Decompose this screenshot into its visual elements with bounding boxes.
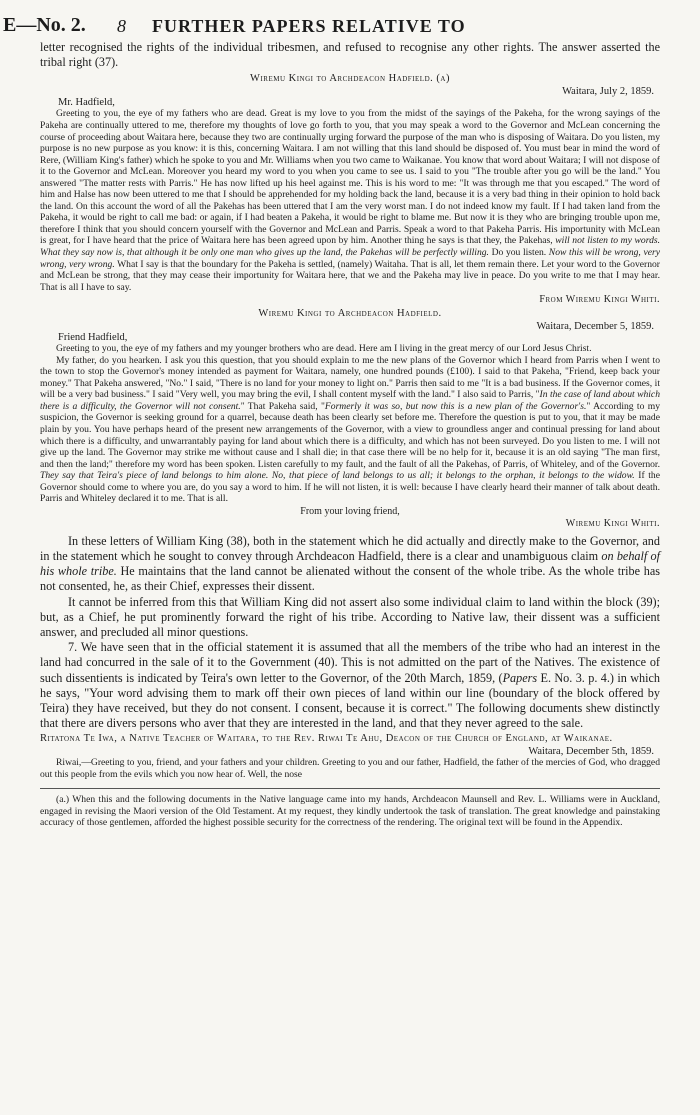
letter-dateline: Waitara, July 2, 1859. — [562, 86, 654, 98]
letter-signature: Wiremu Kingi Whiti. — [565, 517, 660, 529]
letter-heading: Wiremu Kingi to Archdeacon Hadfield. (a) — [250, 73, 450, 85]
running-title: FURTHER PAPERS RELATIVE TO — [152, 16, 466, 36]
commentary-paragraph: It cannot be inferred from this that William King did not assert also some individual claim to land within the block (39); but, as a Chief, he put prominently forward the right of his tribe. According to Native law, their dissent was a sufficient answer, and precluded all minor questions. — [40, 594, 660, 640]
intro-paragraph: letter recognised the rights of the individual tribesmen, and refused to recognise any other rights. The answer asserted the tribal right (37). — [40, 40, 660, 70]
letter-body: My father, do you hearken. I ask you this question, that you should explain to me the new plans of the Governor which I heard from Parris when I went to the town to stop the Governor's money intended as payment for Waitara, namely, one hundred pounds (£100). I said to that Pakeha, "Friend, keep back your money." That Pakeha answered, "No." I said, "There is no land for your money to light on." Parris then said to me "It is a bad business. If the Governor comes, it will be a very bad business." I said "Very well, you may bring the evil, I shall content myself with the land." I also said to Parris, "In the case of land about which there is a difficulty, the Governor will not consent." That Pakeha said, "Formerly it was so, but now this is a new plan of the Governor's." According to my suspicion, the Governor is seeking ground for a quarrel, because death has been clearly set before me. Therefore the question is put to you, that it may be made plain by you. You have perhaps heard of the present new arrangements of the Governor, with a view to groundless anger and continual pressing for land about which there is a difficulty, and unwarrantably paying for land about which there is a difficulty, and which has not been surveyed. Do you listen to me. I will not give up the land. The Governor may strike me without cause and I shall die; in that case there will be no help for it, because it is an old saying "The man first, and then the land;" therefore my word has been spoken. Listen carefully to my fault, and the fault of all the Pakehas, of Parris, of Whiteley, and of the Governor. They say that Teira's piece of land belongs to him alone. No, that piece of land belongs to us all; it belongs to the orphan, it belongs to the widow. If the Governor should come to where you are, do you say a word to him. If he will not listen, it is well: because I have clearly heard their manner of talk about death. Parris and Whiteley declared it to me. That is all. — [40, 354, 661, 505]
letter-heading: Wiremu Kingi to Archdeacon Hadfield. — [258, 308, 442, 320]
section-7-paragraph: 7. We have seen that in the official statement it is assumed that all the members of the tribe who had an interest in the land had concurred in the sale of it to the Government (40). This is not admitted on the part of the Natives. The existence of such dissentients is indicated by Teira's own letter to the Governor, of the 20th March, 1859, (Papers E. No. 3. p. 4.) in which he says, "Your word advising them to mark off their own pieces of land within our line (boundary of the block offered by Teira) they have received, but they do not consent. I consent, because it is correct." The following documents shew distinctly that there are divers persons who aver that they are interested in the land, and that they never agreed to the sale. — [40, 640, 660, 731]
letter-signature: From Wiremu Kingi Whiti. — [539, 294, 660, 306]
letter-dateline: Waitara, December 5th, 1859. — [528, 745, 654, 757]
letter-heading: Ritatona Te Iwa, a Native Teacher of Waitara, to the Rev. Riwai Te Ahu, Deacon of the Church of England, at Waikanae. — [40, 733, 613, 745]
page-number: 8 — [117, 16, 126, 36]
footnote-divider — [40, 788, 660, 789]
letter-ritatona — [40, 733, 660, 780]
footnote: (a.) When this and the following documents in the Native language came into my hands, Archdeacon Maunsell and Rev. L. Williams were in Auckland, engaged in revising the Maori version of the Old Testament. At my request, they kindly undertook the task of translation. The great knowledge and painstaking accuracy of those gentlemen, afforded the highest possible security for the correctness of the rendering. The original text will be found in the Appendix. — [40, 794, 660, 829]
letter-kingi-july — [40, 73, 660, 305]
letter-body: Greeting to you, the eye of my fathers who are dead. Great is my love to you from the midst of the sayings of the Pakeha, for the wrong sayings of the Pakeha are continually uttered to me, therefore my thoughts of love go forth to you, that you may speak a word to the Governor and McLean concerning the course of proceeding about Waitara here, because they two are continually urging forward the purpose of the man who is disposing of Waitara. Do you listen, my purpose is no new purpose as you know: it is this, concerning Waitara. I am not willing that this land should be disposed of. You must bear in mind the word of Rere, (William King's father) which he spoke to you and Mr. Williams when you two came to Waikanae. You know that word about Waitara; I will not dispose of it to the Governor and McLean. Moreover you heard my word to you when you came to see us. I said to you "The trouble after you go will be the land." You answered "The matter rests with Parris." He has now lifted up his heel against me. This is his word to me: "It was through me that you escaped." The word of him and Halse has now been uttered to me that I should be apprehended for my holding back the land, because it is a very bad thing in their opinion to hold back the land. On this account the word of all the Pakehas has been uttered that I am the very worst man. I do not indeed know my fault. If I had taken land from the Pakeha, it would be right to call me bad: or again, if I had beaten a Pakeha, it would be right to blame me. But now it is they who are bringing trouble upon me, therefore I think that you should concern yourself with the Governor and McLean and Parris. Speak a word to that Pakeha Parris. His importunity with McLean is great, for I have heard that the price of Waitara here has been agreed upon by him. Another thing he says is that they, the Pakehas, will not listen to my words. What they say now is, that although it be only one man who gives up the land, the Pakehas will be perfectly willing. Do you listen. Now this will be wrong, very wrong, very wrong. What I say is that the boundary for the Pakeha is settled, (namely) Waitaha. That is all, let them remain there. Let your word to the Governor and McLean be strong, that they may cease their importunity for Waitara here, that we and the Pakeha may live in peace. Do you write to me that I may hear. That is all I have to say. — [40, 108, 661, 293]
letter-kingi-december — [40, 308, 660, 529]
letter-salutation: Mr. Hadfield, — [58, 97, 115, 109]
letter-body: Riwai,—Greeting to you, friend, and your fathers and your children. Greeting to you and our father, Hadfield, the father of the mercies of God, who dragged out this people from the evils which you now hear of. Well, the nose — [40, 756, 660, 780]
letter-salutation: Friend Hadfield, — [58, 332, 128, 344]
running-header — [3, 14, 660, 40]
letter-greeting: Greeting to you, the eye of my fathers and my younger brothers who are dead. Here am I living in the great mercy of our Lord Jesus Christ. — [56, 343, 592, 355]
letter-dateline: Waitara, December 5, 1859. — [536, 321, 654, 333]
letter-closing: From your loving friend, — [300, 505, 400, 517]
page-reference: E—No. 2. — [3, 14, 86, 36]
commentary-paragraph: In these letters of William King (38), both in the statement which he did actually and directly make to the Governor, and in the statement which he sought to convey through Archdeacon Hadfield, there is a clear and unambiguous claim on behalf of his whole tribe. He maintains that the land cannot be alienated without the consent of the whole tribe. As the whole tribe has not consented, he, as their Chief, expresses their dissent. — [40, 533, 660, 594]
